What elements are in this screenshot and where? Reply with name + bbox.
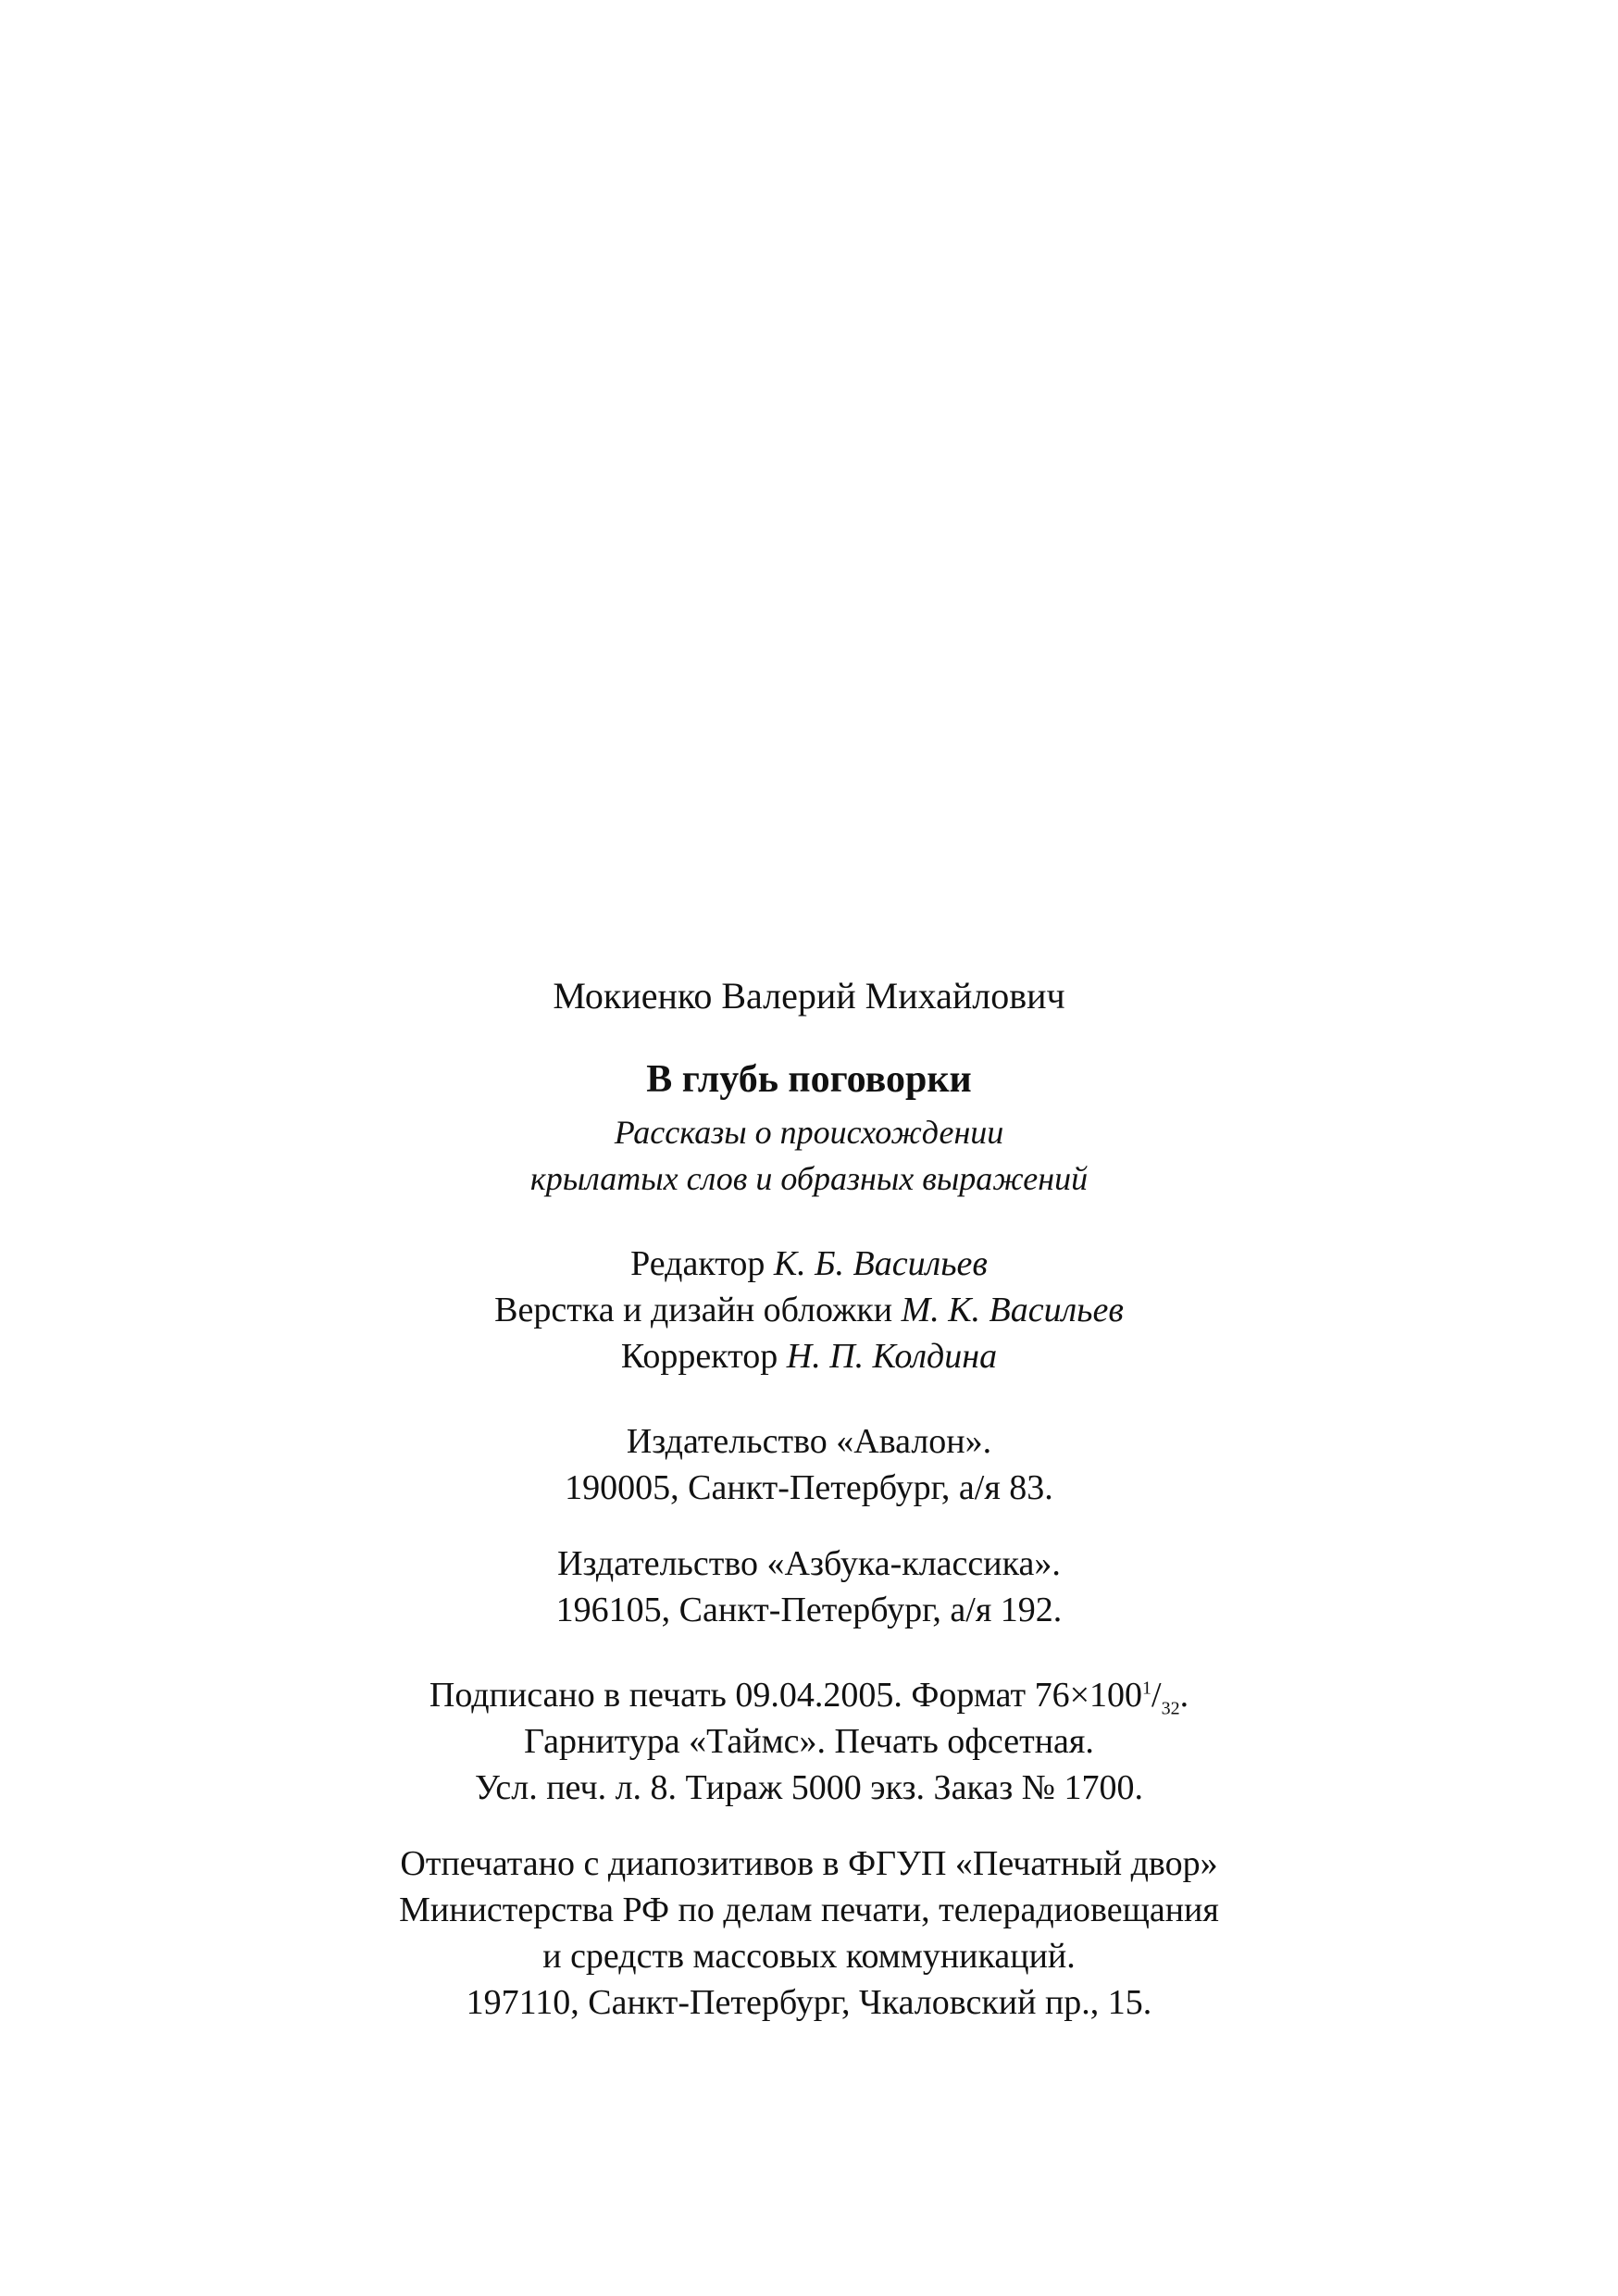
printer-info <box>0 1841 1618 2026</box>
credits <box>0 1241 1618 1379</box>
print-info-line-2: Гарнитура «Таймс». Печать офсетная. <box>524 1722 1094 1761</box>
subtitle-line: крылатых слов и образных выражений <box>529 1160 1089 1197</box>
format-denominator: 32 <box>1161 1698 1180 1719</box>
book-subtitle <box>0 1109 1618 1202</box>
imprint-page <box>0 972 1618 2026</box>
format-period: . <box>1179 1676 1189 1715</box>
publisher-name: Издательство «Азбука-классика». <box>557 1544 1061 1583</box>
credit-role: Редактор <box>630 1244 765 1283</box>
print-info-line-3: Усл. печ. л. 8. Тираж 5000 экз. Заказ № 1700. <box>475 1768 1143 1807</box>
credit-proofreader <box>0 1333 1618 1379</box>
credit-layout <box>0 1287 1618 1333</box>
publisher-name: Издательство «Авалон». <box>626 1422 992 1461</box>
credit-person: К. Б. Васильев <box>773 1244 988 1283</box>
author-name: Мокиенко Валерий Михайлович <box>553 975 1065 1017</box>
print-date-format: Подписано в печать 09.04.2005. Формат 76×100 <box>429 1676 1143 1715</box>
credit-role: Верстка и дизайн обложки <box>494 1291 893 1329</box>
printer-line: Отпечатано с диапозитивов в ФГУП «Печатный двор» <box>400 1844 1218 1883</box>
printer-address: 197110, Санкт-Петербург, Чкаловский пр., 15. <box>466 1983 1152 2022</box>
credit-person: Н. П. Колдина <box>786 1337 998 1376</box>
printer-line: Министерства РФ по делам печати, телерадиовещания <box>399 1890 1219 1929</box>
book-title: В глубь поговорки <box>646 1058 972 1101</box>
publisher-address: 196105, Санкт-Петербург, а/я 192. <box>555 1591 1063 1629</box>
print-info <box>0 1672 1618 1811</box>
publisher-avalon <box>0 1418 1618 1511</box>
print-info-line-1 <box>0 1672 1618 1718</box>
publisher-address: 190005, Санкт-Петербург, а/я 83. <box>565 1468 1053 1507</box>
subtitle-line: Рассказы о происхождении <box>614 1114 1004 1151</box>
credit-editor <box>0 1241 1618 1287</box>
format-separator: / <box>1151 1676 1162 1715</box>
credit-role: Корректор <box>620 1337 778 1376</box>
publisher-azbuka <box>0 1541 1618 1633</box>
printer-line: и средств массовых коммуникаций. <box>542 1937 1076 1976</box>
format-numerator: 1 <box>1142 1678 1152 1699</box>
credit-person: М. К. Васильев <box>901 1291 1124 1329</box>
